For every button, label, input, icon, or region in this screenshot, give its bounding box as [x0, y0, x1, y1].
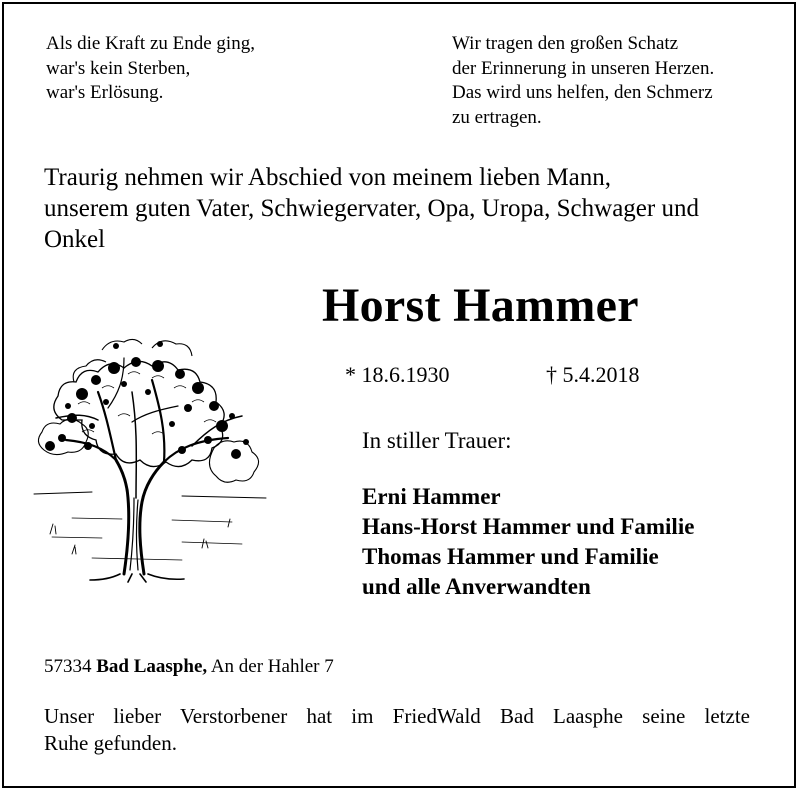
- mourning-label: In stiller Trauer:: [362, 428, 512, 453]
- poem-right-line: Wir tragen den großen Schatz: [452, 33, 679, 54]
- poem-left-line: war's Erlösung.: [46, 82, 164, 103]
- intro-line: unserem guten Vater, Schwiegervater, Opa, Uropa, Schwager und: [44, 195, 699, 222]
- poem-left: [46, 32, 255, 106]
- poem-left-line: war's kein Sterben,: [46, 57, 191, 79]
- family-member: Erni Hammer: [362, 484, 501, 509]
- birth-date: * 18.6.1930: [345, 362, 450, 387]
- address-street: An der Hahler 7: [210, 656, 334, 677]
- address: [44, 656, 334, 678]
- deceased-name: Horst Hammer: [322, 279, 639, 332]
- closing-line: Unser lieber Verstorbener hat im FriedWald Bad Laasphe seine letzte: [44, 704, 750, 728]
- poem-right-line: Das wird uns helfen, den Schmerz: [452, 82, 713, 103]
- family-member: Thomas Hammer und Familie: [362, 544, 659, 569]
- intro-line: Onkel: [44, 226, 106, 253]
- family-member: und alle Anverwandten: [362, 574, 591, 599]
- address-city: Bad Laasphe,: [96, 656, 208, 677]
- death-date: † 5.4.2018: [546, 362, 640, 387]
- intro-line: Traurig nehmen wir Abschied von meinem lieben Mann,: [44, 164, 612, 191]
- poem-left-line: Als die Kraft zu Ende ging,: [46, 33, 255, 54]
- closing-text: [44, 703, 750, 757]
- tree-illustration: [32, 322, 268, 584]
- family-list: [362, 482, 694, 602]
- poem-right-line: der Erinnerung in unseren Herzen.: [452, 57, 715, 79]
- intro-text: [44, 162, 774, 255]
- poem-right-line: zu ertragen.: [452, 106, 542, 128]
- family-member: Hans-Horst Hammer und Familie: [362, 514, 695, 539]
- poem-right: [452, 32, 714, 130]
- address-zip: 57334: [44, 656, 92, 677]
- closing-line: Ruhe gefunden.: [44, 731, 177, 755]
